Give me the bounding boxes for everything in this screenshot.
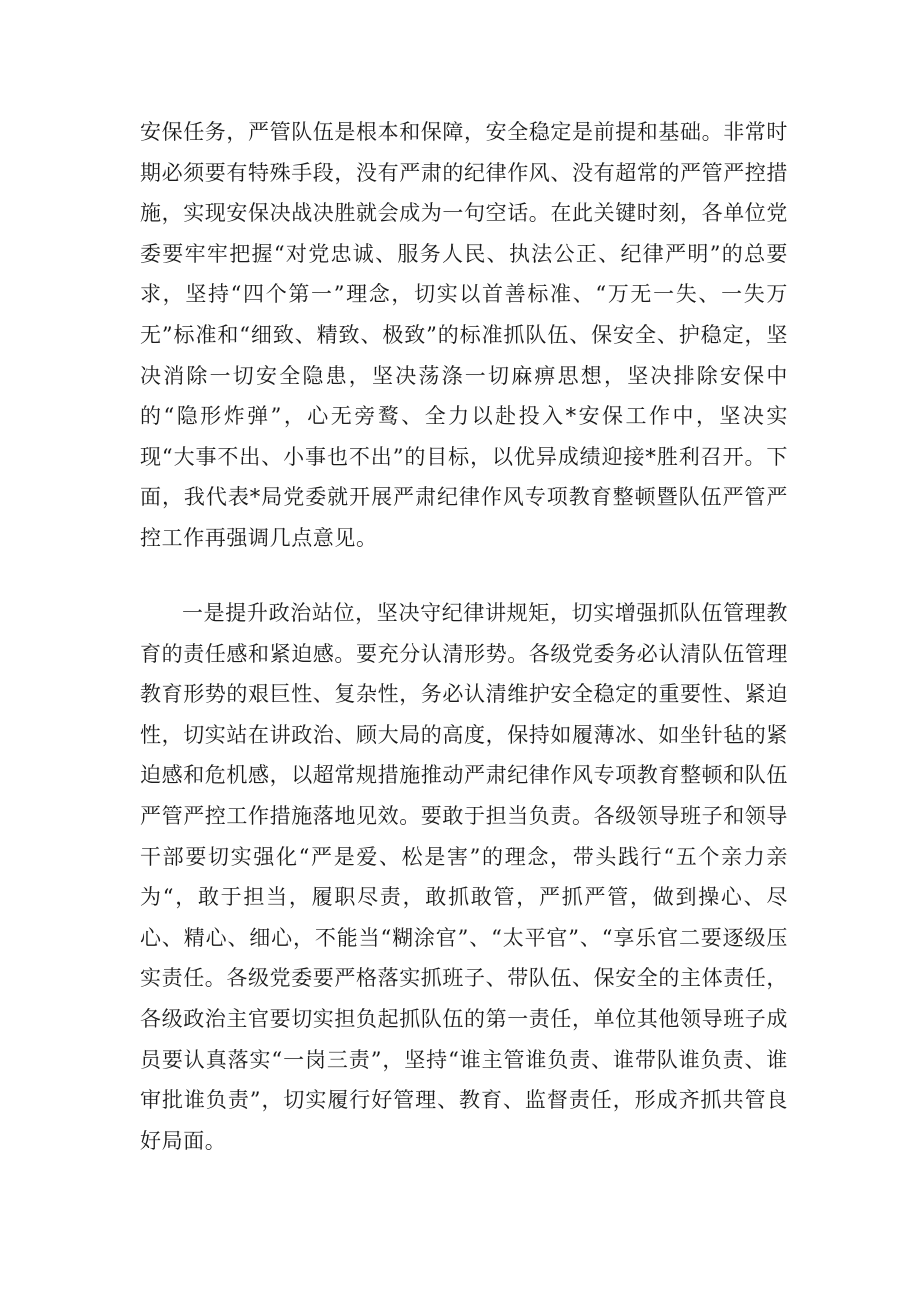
paragraph-text: 一是提升政治站位，坚决守纪律讲规矩，切实增强抓队伍管理教育的责任感和紧迫感。要充分认清形势。各级党委务必认清队伍管理教育形势的艰巨性、复杂性，务必认清维护安全稳定的重要性、紧迫性，切实站在讲政治、顾大局的高度，保持如履薄冰、如坐针毡的紧迫感和危机感，以超常规措施推动严肃纪律作风专项教育整顿和队伍严管严控工作措施落地见效。要敢于担当负责。各级领导班子和领导干部要切实强化“严是爱、松是害”的理念，带头践行“五个亲力亲为“，敢于担当，履职尽责，敢抓敢管，严抓严管，做到操心、尽心、精心、细心，不能当“糊涂官”、“太平官”、“享乐官二要逐级压实责任。各级党委要严格落实抓班子、带队伍、保安全的主体责任，各级政治主官要切实担负起抓队伍的第一责任，单位其他领导班子成员要认真落实“一岗三责”，坚持“谁主管谁负责、谁带队谁负责、谁审批谁负责”，切实履行好管理、教育、监督责任，形成齐抓共管良好局面。 [140, 601, 788, 1153]
body-paragraph-2 [140, 593, 788, 1161]
paragraph-text: 安保任务，严管队伍是根本和保障，安全稳定是前提和基础。非常时期必须要有特殊手段，没有严肃的纪律作风、没有超常的严管严控措施，实现安保决战决胜就会成为一句空话。在此关键时刻，各单位党委要牢牢把握“对党忠诚、服务人民、执法公正、纪律严明”的总要求，坚持“四个第一”理念，切实以首善标准、“万无一失、一失万无”标准和“细致、精致、极致”的标准抓队伍、保安全、护稳定，坚决消除一切安全隐患，坚决荡涤一切麻痹思想，坚决排除安保中的“隐形炸弹”，心无旁鹜、全力以赴投入*安保工作中，坚决实现“大事不出、小事也不出”的目标，以优异成绩迎接*胜利召开。下面，我代表*局党委就开展严肃纪律作风专项教育整顿暨队伍严管严控工作再强调几点意见。 [140, 120, 788, 550]
body-paragraph-1 [140, 112, 788, 559]
